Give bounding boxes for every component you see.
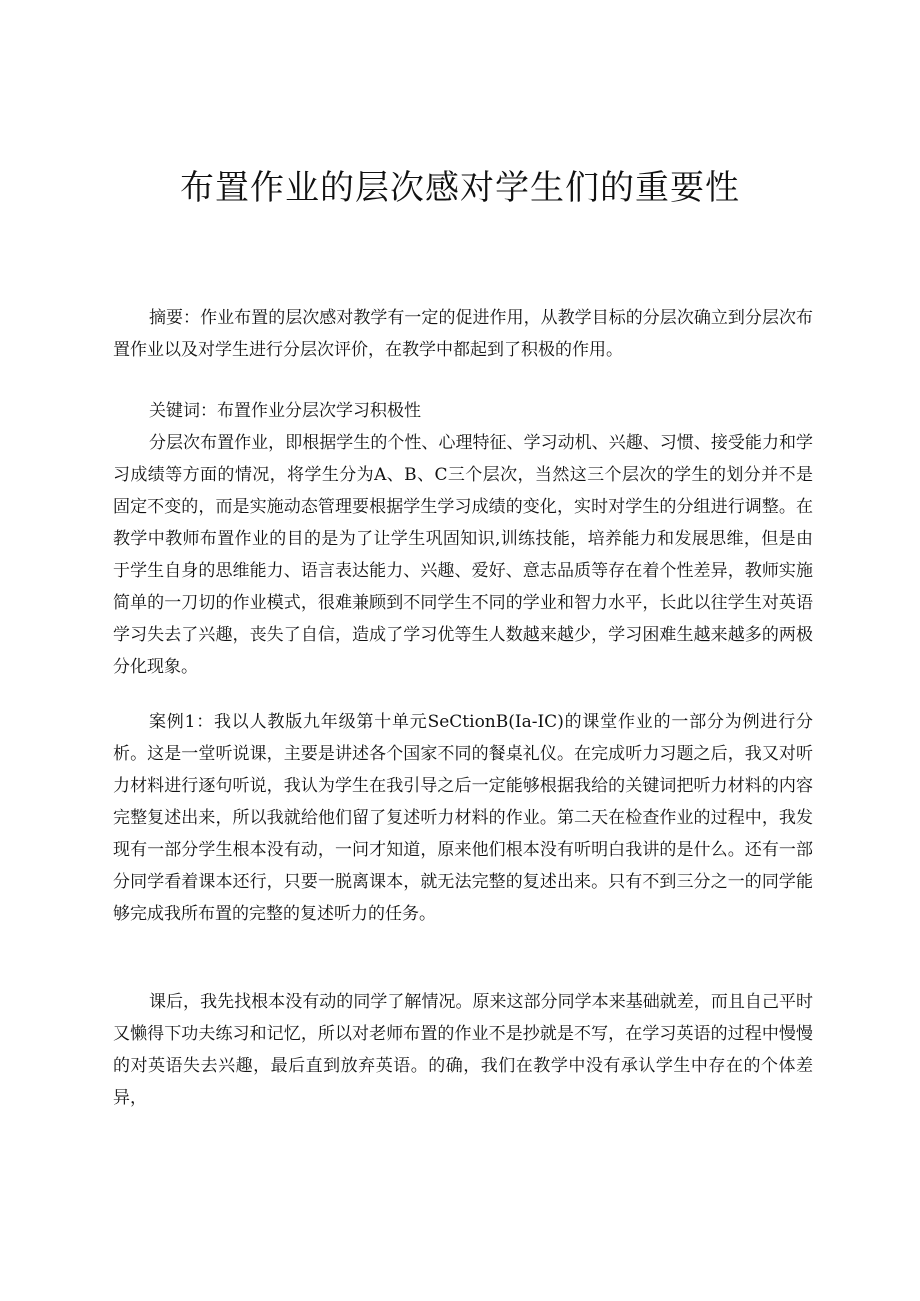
body-paragraph-1: 分层次布置作业，即根据学生的个性、心理特征、学习动机、兴趣、习惯、接受能力和学习成绩等方面的情况，将学生分为A、B、C三个层次，当然这三个层次的学生的划分并不是固定不变的，而是实施动态管理要根据学生学习成绩的变化，实时对学生的分组进行调整。在教学中教师布置作业的目的是为了让学生巩固知识,训练技能，培养能力和发展思维，但是由于学生自身的思维能力、语言表达能力、兴趣、爱好、意志品质等存在着个性差异，教师实施简单的一刀切的作业模式，很难兼顾到不同学生不同的学业和智力水平，长此以往学生对英语学习失去了兴趣，丧失了自信，造成了学习优等生人数越来越少，学习困难生越来越多的两极分化现象。: [113, 433, 813, 677]
body-paragraph-after-class: 课后，我先找根本没有动的同学了解情况。原来这部分同学本来基础就差，而且自己平时又懒得下功夫练习和记忆，所以对老师布置的作业不是抄就是不写，在学习英语的过程中慢慢的对英语失去兴趣，最后直到放弃英语。的确，我们在教学中没有承认学生中存在的个体差异，: [113, 992, 813, 1108]
abstract-paragraph: [113, 302, 813, 366]
keywords-label: 关键词：: [149, 401, 217, 421]
page-title: 布置作业的层次感对学生们的重要性: [180, 168, 740, 208]
keywords-paragraph: [113, 395, 813, 427]
abstract-label: 摘要：: [149, 308, 201, 328]
case-paragraph-1: 案例1：我以人教版九年级第十单元SeCtionB(Ia-IC)的课堂作业的一部分为例进行分析。这是一堂听说课，主要是讲述各个国家不同的餐桌礼仪。在完成听力习题之后，我又对听力材料进行逐句听说，我认为学生在我引导之后一定能够根据我给的关键词把听力材料的内容完整复述出来，所以我就给他们留了复述听力材料的作业。第二天在检查作业的过程中，我发现有一部分学生根本没有动，一问才知道，原来他们根本没有听明白我讲的是什么。还有一部分同学看着课本还行，只要一脱离课本，就无法完整的复述出来。只有不到三分之一的同学能够完成我所布置的完整的复述听力的任务。: [113, 712, 813, 924]
abstract-text: 作业布置的层次感对教学有一定的促进作用，从教学目标的分层次确立到分层次布置作业以及对学生进行分层次评价，在教学中都起到了积极的作用。: [113, 308, 814, 360]
keywords-text: 布置作业分层次学习积极性: [217, 401, 421, 421]
